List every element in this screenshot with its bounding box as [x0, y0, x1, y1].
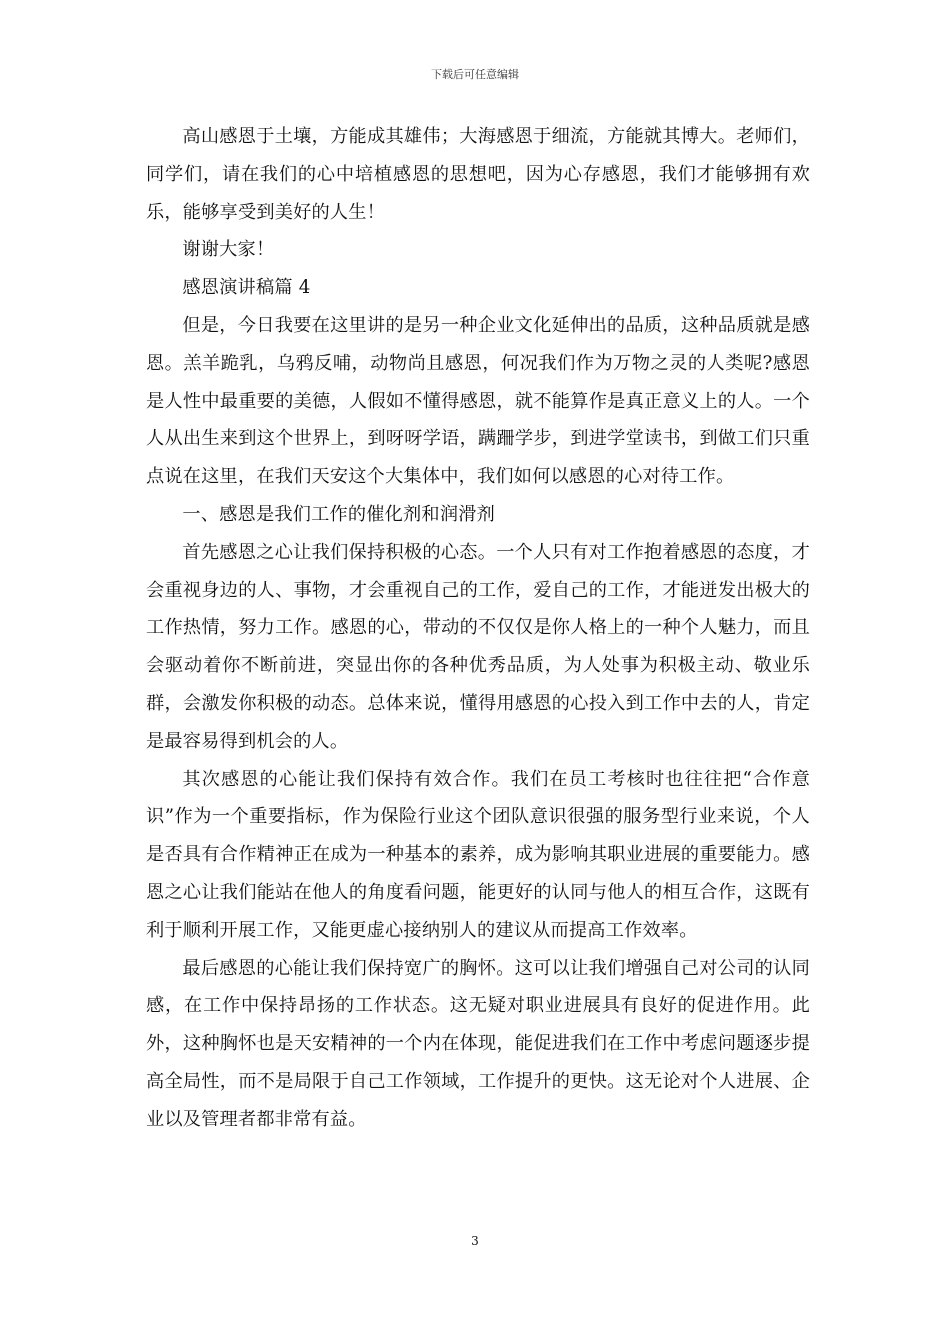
page-header: 下载后可任意编辑 [431, 68, 519, 81]
paragraph: 其次感恩的心能让我们保持有效合作。我们在员工考核时也往往把“合作意识”作为一个重要指标，作为保险行业这个团队意识很强的服务型行业来说，个人是否具有合作精神正在成为一种基本的素养，成为影响其职业进展的重要能力。感恩之心让我们能站在他人的角度看问题，能更好的认同与他人的相互合作，这既有利于顺利开展工作，又能更虚心接纳别人的建议从而提高工作效率。 [146, 768, 810, 941]
page-number: 3 [471, 1234, 479, 1248]
paragraph: 最后感恩的心能让我们保持宽广的胸怀。这可以让我们增强自己对公司的认同感，在工作中保持昂扬的工作状态。这无疑对职业进展具有良好的促进作用。此外，这种胸怀也是天安精神的一个内在体现，能促进我们在工作中考虑问题逐步提高全局性，而不是局限于自己工作领域，工作提升的更快。这无论对个人进展、企业以及管理者都非常有益。 [146, 957, 810, 1130]
paragraph: 谢谢大家！ [182, 239, 275, 261]
section-title: 感恩演讲稿篇 4 [182, 277, 311, 299]
paragraph: 首先感恩之心让我们保持积极的心态。一个人只有对工作抱着感恩的态度，才会重视身边的人、事物，才会重视自己的工作，爱自己的工作，才能迸发出极大的工作热情，努力工作。感恩的心，带动的不仅仅是你人格上的一种个人魅力，而且会驱动着你不断前进，突显出你的各种优秀品质，为人处事为积极主动、敬业乐群，会激发你积极的动态。总体来说，懂得用感恩的心投入到工作中去的人，肯定是最容易得到机会的人。 [146, 541, 810, 752]
paragraph: 但是，今日我要在这里讲的是另一种企业文化延伸出的品质，这种品质就是感恩。羔羊跪乳，乌鸦反哺，动物尚且感恩，何况我们作为万物之灵的人类呢?感恩是人性中最重要的美德，人假如不懂得感恩，就不能算作是真正意义上的人。一个人从出生来到这个世界上，到呀呀学语，蹒跚学步，到进学堂读书，到做工们只重点说在这里，在我们天安这个大集体中，我们如何以感恩的心对待工作。 [146, 314, 810, 488]
document-body [146, 118, 810, 1139]
subheading: 一、感恩是我们工作的催化剂和润滑剂 [182, 503, 495, 525]
paragraph: 高山感恩于土壤，方能成其雄伟；大海感恩于细流，方能就其博大。老师们，同学们，请在我们的心中培植感恩的思想吧，因为心存感恩，我们才能够拥有欢乐，能够享受到美好的人生！ [146, 126, 810, 223]
